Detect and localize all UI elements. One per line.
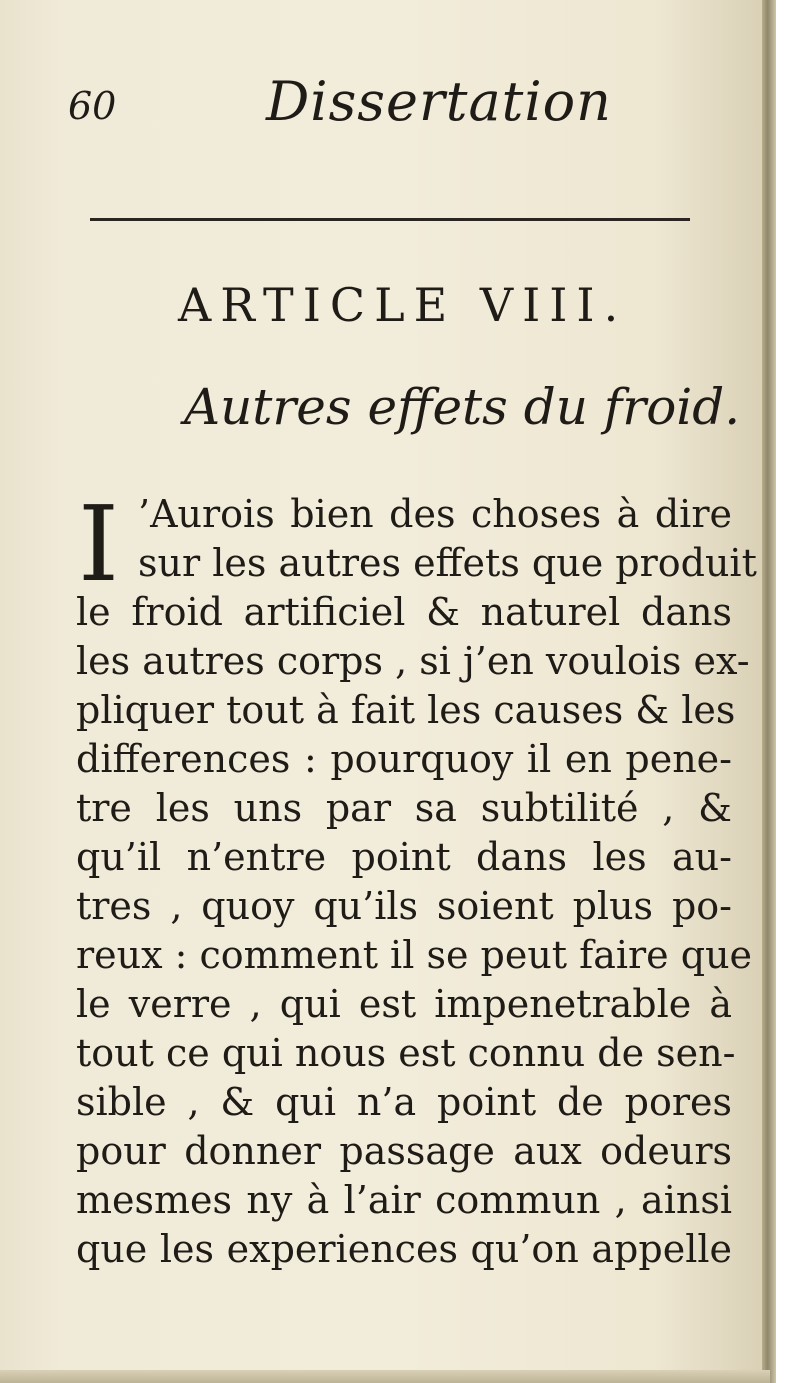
body-text	[76, 483, 757, 1274]
article-heading: ARTICLE VIII.	[178, 278, 628, 332]
text-line: les autres corps , si j’en voulois ex-	[76, 639, 750, 683]
running-head: Dissertation	[266, 70, 612, 133]
text-line: pour donner passage aux odeurs	[76, 1129, 732, 1173]
text-line: pliquer tout à fait les causes & les	[76, 688, 736, 732]
text-line: sible , & qui n’a point de pores	[76, 1080, 732, 1124]
text-line: que les experiences qu’on appelle	[76, 1227, 732, 1271]
text-line: sur les autres effets que produit	[138, 541, 757, 585]
page-bottom-edge	[0, 1370, 770, 1383]
text-line: ’Aurois bien des choses à dire	[138, 492, 732, 536]
text-line: mesmes ny à l’air commun , ainsi	[76, 1178, 732, 1222]
text-line: tout ce qui nous est connu de sen-	[76, 1031, 736, 1075]
header-rule	[90, 218, 690, 221]
text-line: tres , quoy qu’ils soient plus po-	[76, 884, 732, 928]
text-line: differences : pourquoy il en pene-	[76, 737, 732, 781]
article-subtitle: Autres effets du froid.	[184, 378, 741, 436]
text-line: le froid artificiel & naturel dans	[76, 590, 732, 634]
text-line: qu’il n’entre point dans les au-	[76, 835, 732, 879]
text-line: le verre , qui est impenetrable à	[76, 982, 732, 1026]
page-edge	[762, 0, 776, 1383]
text-line: reux : comment il se peut faire que	[76, 933, 753, 977]
page-header	[68, 70, 708, 140]
page-number: 60	[68, 84, 117, 128]
drop-cap: I	[78, 483, 120, 605]
text-line: tre les uns par sa subtilité , &	[76, 786, 732, 830]
